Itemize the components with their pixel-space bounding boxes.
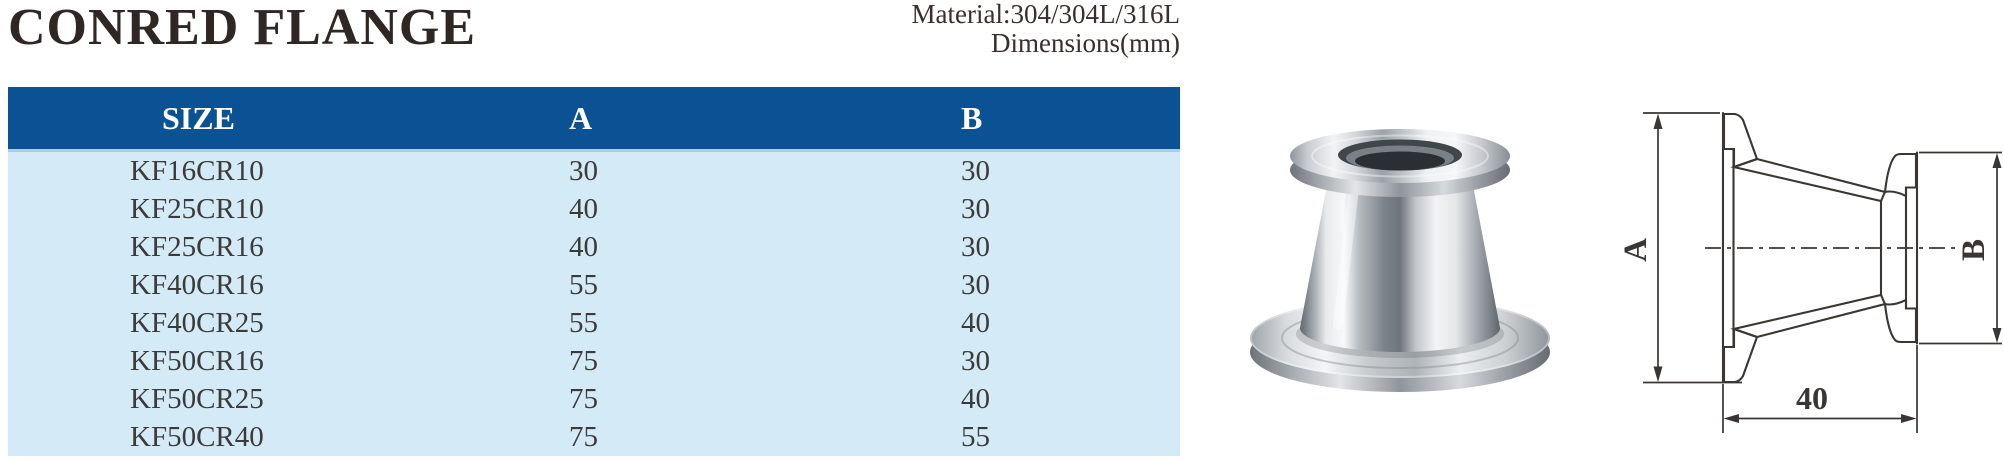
- bore-depth: [1355, 152, 1445, 171]
- table-body: [8, 152, 1180, 456]
- technical-drawing: [1613, 60, 2003, 460]
- cell-a: 75: [569, 420, 598, 453]
- dim-a-label: A: [1618, 238, 1654, 262]
- dim-b-label: B: [1956, 238, 1992, 262]
- conical-reducer-photo: [1242, 122, 1558, 394]
- material-info: [912, 0, 1180, 58]
- table-row: [8, 380, 1180, 418]
- cell-a: 40: [569, 192, 598, 225]
- cell-size: KF25CR16: [130, 230, 264, 263]
- table-row: [8, 418, 1180, 456]
- cell-a: 55: [569, 268, 598, 301]
- table-row: [8, 266, 1180, 304]
- cell-a: 75: [569, 382, 598, 415]
- cell-size: KF40CR25: [130, 306, 264, 339]
- size-table: [8, 87, 1180, 456]
- dim-a-arrow-down: [1654, 367, 1663, 383]
- column-header-b: B: [961, 99, 983, 136]
- table-header-row: [8, 87, 1180, 149]
- cell-b: 30: [961, 230, 990, 263]
- table-row: [8, 304, 1180, 342]
- dim-a-arrow-up: [1654, 114, 1663, 130]
- table-row: [8, 342, 1180, 380]
- cell-size: KF50CR25: [130, 382, 264, 415]
- cell-size: KF40CR16: [130, 268, 264, 301]
- cell-size: KF25CR10: [130, 192, 264, 225]
- cone-body: [1300, 180, 1500, 352]
- cell-b: 30: [961, 344, 990, 377]
- cell-size: KF50CR16: [130, 344, 264, 377]
- cell-size: KF16CR10: [130, 154, 264, 187]
- dimensions-line: Dimensions(mm): [991, 28, 1180, 58]
- dim-length-arrow-right: [1901, 414, 1917, 423]
- cell-b: 30: [961, 192, 990, 225]
- cell-size: KF50CR40: [130, 420, 264, 453]
- dim-length-label: 40: [1796, 380, 1828, 416]
- column-header-size: SIZE: [162, 99, 235, 136]
- cell-b: 30: [961, 268, 990, 301]
- dim-b-arrow-up: [1993, 153, 2002, 168]
- cell-a: 30: [569, 154, 598, 187]
- cross-section-lower-half: [1724, 295, 1916, 382]
- cell-a: 75: [569, 344, 598, 377]
- cell-b: 30: [961, 154, 990, 187]
- material-line: Material:304/304L/316L: [911, 0, 1180, 29]
- table-row: [8, 228, 1180, 266]
- cell-b: 40: [961, 306, 990, 339]
- cross-section-upper-half: [1724, 114, 1916, 201]
- cell-a: 40: [569, 230, 598, 263]
- cell-b: 55: [961, 420, 990, 453]
- dim-length-arrow-left: [1724, 414, 1740, 423]
- table-row: [8, 152, 1180, 190]
- cell-a: 55: [569, 306, 598, 339]
- column-header-a: A: [569, 99, 593, 136]
- cell-b: 40: [961, 382, 990, 415]
- table-row: [8, 190, 1180, 228]
- page-title: CONRED FLANGE: [8, 0, 477, 56]
- dim-b-arrow-down: [1993, 328, 2002, 343]
